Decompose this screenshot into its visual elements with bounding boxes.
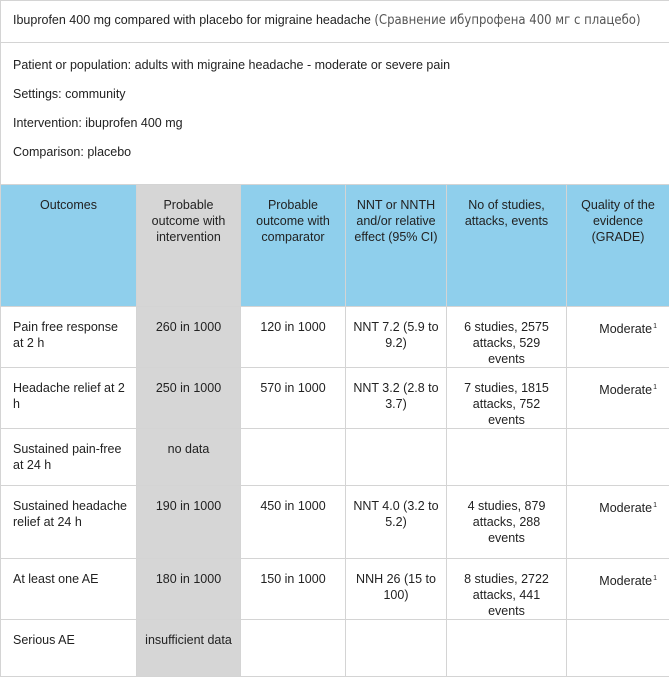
column-header: Quality of the evidence (GRADE) (567, 185, 669, 307)
comparator-cell (241, 620, 346, 677)
quality-cell (567, 559, 669, 620)
table-row (1, 307, 669, 368)
effect-cell (346, 620, 447, 677)
table-body (1, 307, 669, 677)
quality-cell-text: Moderate (599, 501, 652, 515)
column-header: No of studies, attacks, events (447, 185, 567, 307)
table-row (1, 620, 669, 677)
column-header: NNT or NNTH and/or relative effect (95% CI) (346, 185, 447, 307)
comparator-cell (241, 307, 346, 368)
studies-cell-text: 6 studies, 2575 attacks, 529 events (464, 320, 549, 366)
outcome-cell (1, 486, 137, 559)
intervention-cell (137, 368, 241, 429)
header-row (1, 185, 669, 307)
quality-cell (567, 307, 669, 368)
effect-cell (346, 429, 447, 486)
studies-cell (447, 486, 567, 559)
effect-cell (346, 368, 447, 429)
effect-cell (346, 559, 447, 620)
studies-cell-text: 4 studies, 879 attacks, 288 events (468, 499, 546, 545)
effect-cell-text: NNT 4.0 (3.2 to 5.2) (353, 499, 438, 529)
intervention-cell-text: insufficient data (145, 633, 232, 647)
effect-cell-text: NNT 3.2 (2.8 to 3.7) (353, 381, 438, 411)
table-row (1, 429, 669, 486)
population-line: Patient or population: adults with migraine headache - moderate or severe pain (13, 58, 657, 72)
comparator-cell (241, 559, 346, 620)
outcome-cell-text: Serious AE (13, 633, 75, 647)
outcome-cell-text: Sustained pain-free at 24 h (13, 442, 121, 472)
table-row (1, 559, 669, 620)
comparison-line: Comparison: placebo (13, 145, 657, 159)
footnote-marker: 1 (653, 384, 657, 391)
quality-cell (567, 486, 669, 559)
settings-line: Settings: community (13, 87, 657, 101)
intervention-cell-text: 250 in 1000 (156, 381, 221, 395)
title-russian: (Сравнение ибупрофена 400 мг с плацебо) (374, 13, 640, 28)
quality-cell-text: Moderate (599, 574, 652, 588)
intervention-cell-text: no data (168, 442, 210, 456)
comparator-cell (241, 429, 346, 486)
intervention-line: Intervention: ibuprofen 400 mg (13, 116, 657, 130)
column-header: Outcomes (1, 185, 137, 307)
comparator-cell-text: 150 in 1000 (260, 572, 325, 586)
comparator-cell-text: 120 in 1000 (260, 320, 325, 334)
studies-cell (447, 559, 567, 620)
comparator-cell (241, 368, 346, 429)
quality-cell-text: Moderate (599, 322, 652, 336)
effect-cell-text: NNH 26 (15 to 100) (356, 572, 436, 602)
quality-cell (567, 620, 669, 677)
intervention-cell (137, 307, 241, 368)
outcome-cell (1, 307, 137, 368)
column-header: Probable outcome with comparator (241, 185, 346, 307)
effect-cell-text: NNT 7.2 (5.9 to 9.2) (353, 320, 438, 350)
outcome-cell (1, 620, 137, 677)
intervention-cell (137, 429, 241, 486)
footnote-marker: 1 (653, 502, 657, 509)
table-row (1, 368, 669, 429)
outcome-cell-text: At least one AE (13, 572, 98, 586)
comparator-cell (241, 486, 346, 559)
studies-cell-text: 7 studies, 1815 attacks, 752 events (464, 381, 549, 427)
intervention-cell-text: 260 in 1000 (156, 320, 221, 334)
column-header: Probable outcome with intervention (137, 185, 241, 307)
table-title (1, 1, 669, 43)
comparator-cell-text: 450 in 1000 (260, 499, 325, 513)
outcome-cell-text: Pain free response at 2 h (13, 320, 118, 350)
outcome-cell (1, 559, 137, 620)
title-main: Ibuprofen 400 mg compared with placebo for migraine headache (13, 13, 371, 27)
studies-cell-text: 8 studies, 2722 attacks, 441 events (464, 572, 549, 618)
studies-cell (447, 429, 567, 486)
outcome-cell (1, 429, 137, 486)
intervention-cell-text: 190 in 1000 (156, 499, 221, 513)
intervention-cell (137, 559, 241, 620)
footnote-marker: 1 (653, 575, 657, 582)
intervention-cell (137, 620, 241, 677)
study-info (1, 43, 669, 185)
studies-cell (447, 307, 567, 368)
table-row (1, 486, 669, 559)
intervention-cell (137, 486, 241, 559)
effect-cell (346, 307, 447, 368)
quality-cell (567, 429, 669, 486)
quality-cell-text: Moderate (599, 383, 652, 397)
studies-cell (447, 368, 567, 429)
outcome-cell-text: Sustained headache relief at 24 h (13, 499, 127, 529)
studies-cell (447, 620, 567, 677)
quality-cell (567, 368, 669, 429)
effect-cell (346, 486, 447, 559)
comparator-cell-text: 570 in 1000 (260, 381, 325, 395)
outcome-cell-text: Headache relief at 2 h (13, 381, 125, 411)
outcome-cell (1, 368, 137, 429)
footnote-marker: 1 (653, 323, 657, 330)
intervention-cell-text: 180 in 1000 (156, 572, 221, 586)
